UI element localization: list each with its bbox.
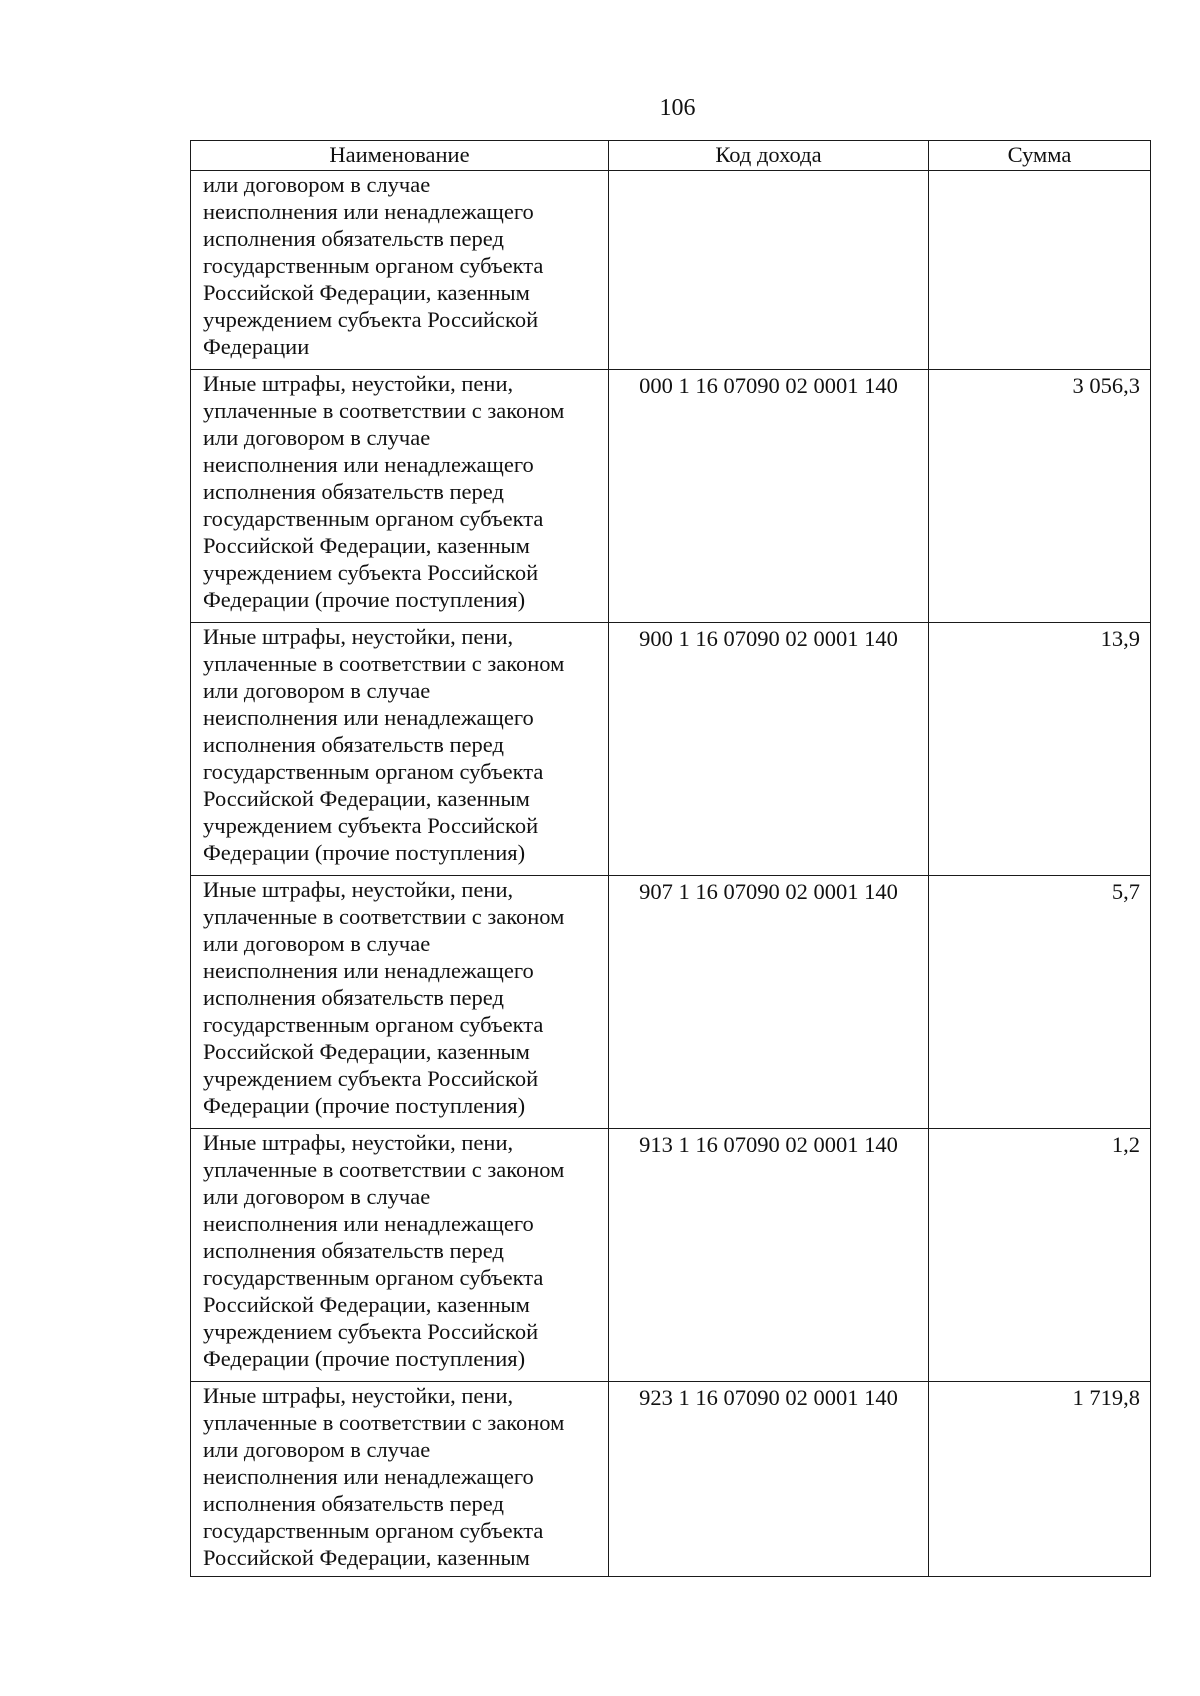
cell-name: Иные штрафы, неустойки, пени, уплаченные в соответствии с законом или договором в случае неисполнения или ненадлежащего исполнения обязательств перед государственным органом субъекта Российской Федерации, казенным учреждением субъекта Российской Федерации (прочие поступления) — [191, 370, 609, 623]
revenue-table — [190, 140, 1151, 1577]
cell-name: Иные штрафы, неустойки, пени, уплаченные в соответствии с законом или договором в случае неисполнения или ненадлежащего исполнения обязательств перед государственным органом субъекта Российской Федерации, казенным — [191, 1382, 609, 1577]
cell-name: или договором в случае неисполнения или ненадлежащего исполнения обязательств перед государственным органом субъекта Российской Федерации, казенным учреждением субъекта Российской Федерации — [191, 171, 609, 370]
cell-code: 913 1 16 07090 02 0001 140 — [609, 1129, 929, 1382]
header-sum: Сумма — [929, 141, 1151, 171]
cell-sum: 1 719,8 — [929, 1382, 1151, 1577]
table-row — [191, 370, 1151, 623]
cell-name: Иные штрафы, неустойки, пени, уплаченные в соответствии с законом или договором в случае неисполнения или ненадлежащего исполнения обязательств перед государственным органом субъекта Российской Федерации, казенным учреждением субъекта Российской Федерации (прочие поступления) — [191, 623, 609, 876]
page-number: 106 — [659, 95, 696, 121]
cell-code: 900 1 16 07090 02 0001 140 — [609, 623, 929, 876]
header-code: Код дохода — [609, 141, 929, 171]
cell-name: Иные штрафы, неустойки, пени, уплаченные в соответствии с законом или договором в случае неисполнения или ненадлежащего исполнения обязательств перед государственным органом субъекта Российской Федерации, казенным учреждением субъекта Российской Федерации (прочие поступления) — [191, 876, 609, 1129]
table-row — [191, 623, 1151, 876]
table-row — [191, 876, 1151, 1129]
table-row — [191, 1129, 1151, 1382]
cell-sum — [929, 171, 1151, 370]
cell-code: 907 1 16 07090 02 0001 140 — [609, 876, 929, 1129]
cell-sum: 3 056,3 — [929, 370, 1151, 623]
cell-sum: 1,2 — [929, 1129, 1151, 1382]
cell-sum: 5,7 — [929, 876, 1151, 1129]
cell-code — [609, 171, 929, 370]
header-name: Наименование — [191, 141, 609, 171]
cell-code: 923 1 16 07090 02 0001 140 — [609, 1382, 929, 1577]
cell-sum: 13,9 — [929, 623, 1151, 876]
cell-name: Иные штрафы, неустойки, пени, уплаченные в соответствии с законом или договором в случае неисполнения или ненадлежащего исполнения обязательств перед государственным органом субъекта Российской Федерации, казенным учреждением субъекта Российской Федерации (прочие поступления) — [191, 1129, 609, 1382]
table-row — [191, 1382, 1151, 1577]
cell-code: 000 1 16 07090 02 0001 140 — [609, 370, 929, 623]
table-row — [191, 171, 1151, 370]
table-body — [191, 171, 1151, 1577]
table-header — [191, 141, 1151, 171]
header-row — [191, 141, 1151, 171]
